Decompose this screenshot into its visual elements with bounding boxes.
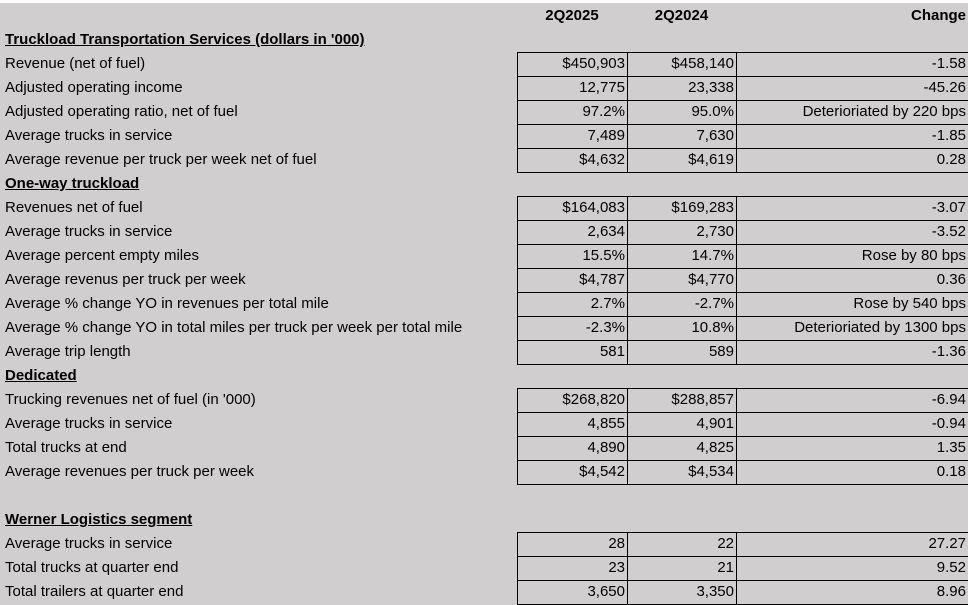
value-change: -0.94 xyxy=(931,415,966,432)
row-label: Total trucks at end xyxy=(5,439,127,456)
row-label: Average trucks in service xyxy=(5,127,173,144)
value-2q2024: 14.7% xyxy=(691,247,734,264)
value-change: -3.52 xyxy=(931,223,966,240)
value-change: 9.52 xyxy=(936,559,966,576)
row-label: Average % change YO in revenues per total mile xyxy=(5,295,329,312)
value-2q2025: $164,083 xyxy=(562,199,625,216)
value-change: 8.96 xyxy=(936,583,966,600)
header-2q2024: 2Q2024 xyxy=(654,7,709,24)
value-2q2024: 4,901 xyxy=(696,415,734,432)
value-change: Deterioriated by 220 bps xyxy=(802,103,966,120)
table-row xyxy=(0,76,968,100)
blank-row xyxy=(0,484,968,508)
table-row xyxy=(0,556,968,580)
value-2q2024: 3,350 xyxy=(696,583,734,600)
value-change: 0.18 xyxy=(936,463,966,480)
value-2q2025: 97.2% xyxy=(582,103,625,120)
value-2q2025: 4,890 xyxy=(587,439,625,456)
header-label-cell xyxy=(5,4,517,28)
value-change: 0.36 xyxy=(936,271,966,288)
table-row xyxy=(0,412,968,436)
value-2q2025: $268,820 xyxy=(562,391,625,408)
row-label: Average revenus per truck per week xyxy=(5,271,246,288)
row-label: Total trucks at quarter end xyxy=(5,559,179,576)
section-header xyxy=(0,28,968,52)
row-label: Average % change YO in total miles per truck per week per total mile xyxy=(5,319,463,336)
value-2q2024: -2.7% xyxy=(694,295,734,312)
table-row xyxy=(0,148,968,172)
value-2q2024: 21 xyxy=(717,559,734,576)
table-row xyxy=(0,340,968,364)
value-2q2024: 22 xyxy=(717,535,734,552)
value-change: Rose by 80 bps xyxy=(861,247,966,264)
value-2q2024: $4,619 xyxy=(688,151,734,168)
row-label: Revenues net of fuel xyxy=(5,199,143,216)
row-label: Average percent empty miles xyxy=(5,247,199,264)
value-2q2024: 4,825 xyxy=(696,439,734,456)
table-row xyxy=(0,220,968,244)
value-2q2024: 95.0% xyxy=(691,103,734,120)
value-change: 0.28 xyxy=(936,151,966,168)
section-title: Werner Logistics segment xyxy=(5,511,193,528)
value-2q2025: 28 xyxy=(608,535,625,552)
table-row xyxy=(0,244,968,268)
row-label: Adjusted operating income xyxy=(5,79,183,96)
section-header xyxy=(0,364,968,388)
value-2q2024: 7,630 xyxy=(696,127,734,144)
row-label: Average revenue per truck per week net of fuel xyxy=(5,151,317,168)
value-change: 27.27 xyxy=(928,535,966,552)
section-title: One-way truckload xyxy=(5,175,140,192)
value-change: -1.85 xyxy=(931,127,966,144)
row-label: Average trucks in service xyxy=(5,415,173,432)
table-row xyxy=(0,316,968,340)
table-row xyxy=(0,580,968,604)
value-2q2024: $288,857 xyxy=(671,391,734,408)
table-row xyxy=(0,532,968,556)
value-2q2024: 589 xyxy=(708,343,734,360)
value-2q2025: 12,775 xyxy=(579,79,625,96)
table-row xyxy=(0,124,968,148)
value-2q2025: 2,634 xyxy=(587,223,625,240)
section-header xyxy=(0,172,968,196)
value-change: Rose by 540 bps xyxy=(853,295,966,312)
table-row xyxy=(0,388,968,412)
table-row xyxy=(0,436,968,460)
section-title: Truckload Transportation Services (dollars in '000) xyxy=(5,31,365,48)
row-label: Average trucks in service xyxy=(5,223,173,240)
table-row xyxy=(0,52,968,76)
value-2q2025: $4,542 xyxy=(579,463,625,480)
row-label xyxy=(5,484,517,508)
value-2q2025: $4,632 xyxy=(579,151,625,168)
table-row xyxy=(0,100,968,124)
value-change: -3.07 xyxy=(931,199,966,216)
row-label: Adjusted operating ratio, net of fuel xyxy=(5,103,238,120)
value-2q2025: $4,787 xyxy=(579,271,625,288)
table-row xyxy=(0,268,968,292)
value-2q2024: $4,534 xyxy=(688,463,734,480)
value-change: Deterioriated by 1300 bps xyxy=(794,319,966,336)
value-2q2025: 2.7% xyxy=(590,295,625,312)
table-row xyxy=(0,292,968,316)
value-change: -1.36 xyxy=(931,343,966,360)
row-label: Revenue (net of fuel) xyxy=(5,55,146,72)
value-2q2025: 4,855 xyxy=(587,415,625,432)
value-change: -1.58 xyxy=(931,55,966,72)
row-label: Average trip length xyxy=(5,343,131,360)
table-row xyxy=(0,460,968,484)
row-label: Average trucks in service xyxy=(5,535,173,552)
value-2q2025: 581 xyxy=(599,343,625,360)
row-label: Trucking revenues net of fuel (in '000) xyxy=(5,391,256,408)
value-2q2024: $169,283 xyxy=(671,199,734,216)
column-header-row xyxy=(0,4,968,28)
value-change: -6.94 xyxy=(931,391,966,408)
value-change: 1.35 xyxy=(936,439,966,456)
value-2q2025: $450,903 xyxy=(562,55,625,72)
value-2q2025: 15.5% xyxy=(582,247,625,264)
value-2q2024: $458,140 xyxy=(671,55,734,72)
header-change: Change xyxy=(910,7,966,24)
row-label: Average revenues per truck per week xyxy=(5,463,255,480)
value-change: -45.26 xyxy=(923,79,966,96)
value-2q2025: 23 xyxy=(608,559,625,576)
value-2q2024: 2,730 xyxy=(696,223,734,240)
section-header xyxy=(0,508,968,532)
header-2q2025: 2Q2025 xyxy=(545,7,599,24)
value-2q2025: 3,650 xyxy=(587,583,625,600)
section-title: Dedicated xyxy=(5,367,77,384)
value-2q2025: 7,489 xyxy=(587,127,625,144)
value-2q2024: 23,338 xyxy=(688,79,734,96)
value-2q2024: 10.8% xyxy=(691,319,734,336)
top-strip xyxy=(0,0,968,3)
value-2q2025: -2.3% xyxy=(585,319,625,336)
value-2q2024: $4,770 xyxy=(688,271,734,288)
table-row xyxy=(0,196,968,220)
row-label: Total trailers at quarter end xyxy=(5,583,184,600)
